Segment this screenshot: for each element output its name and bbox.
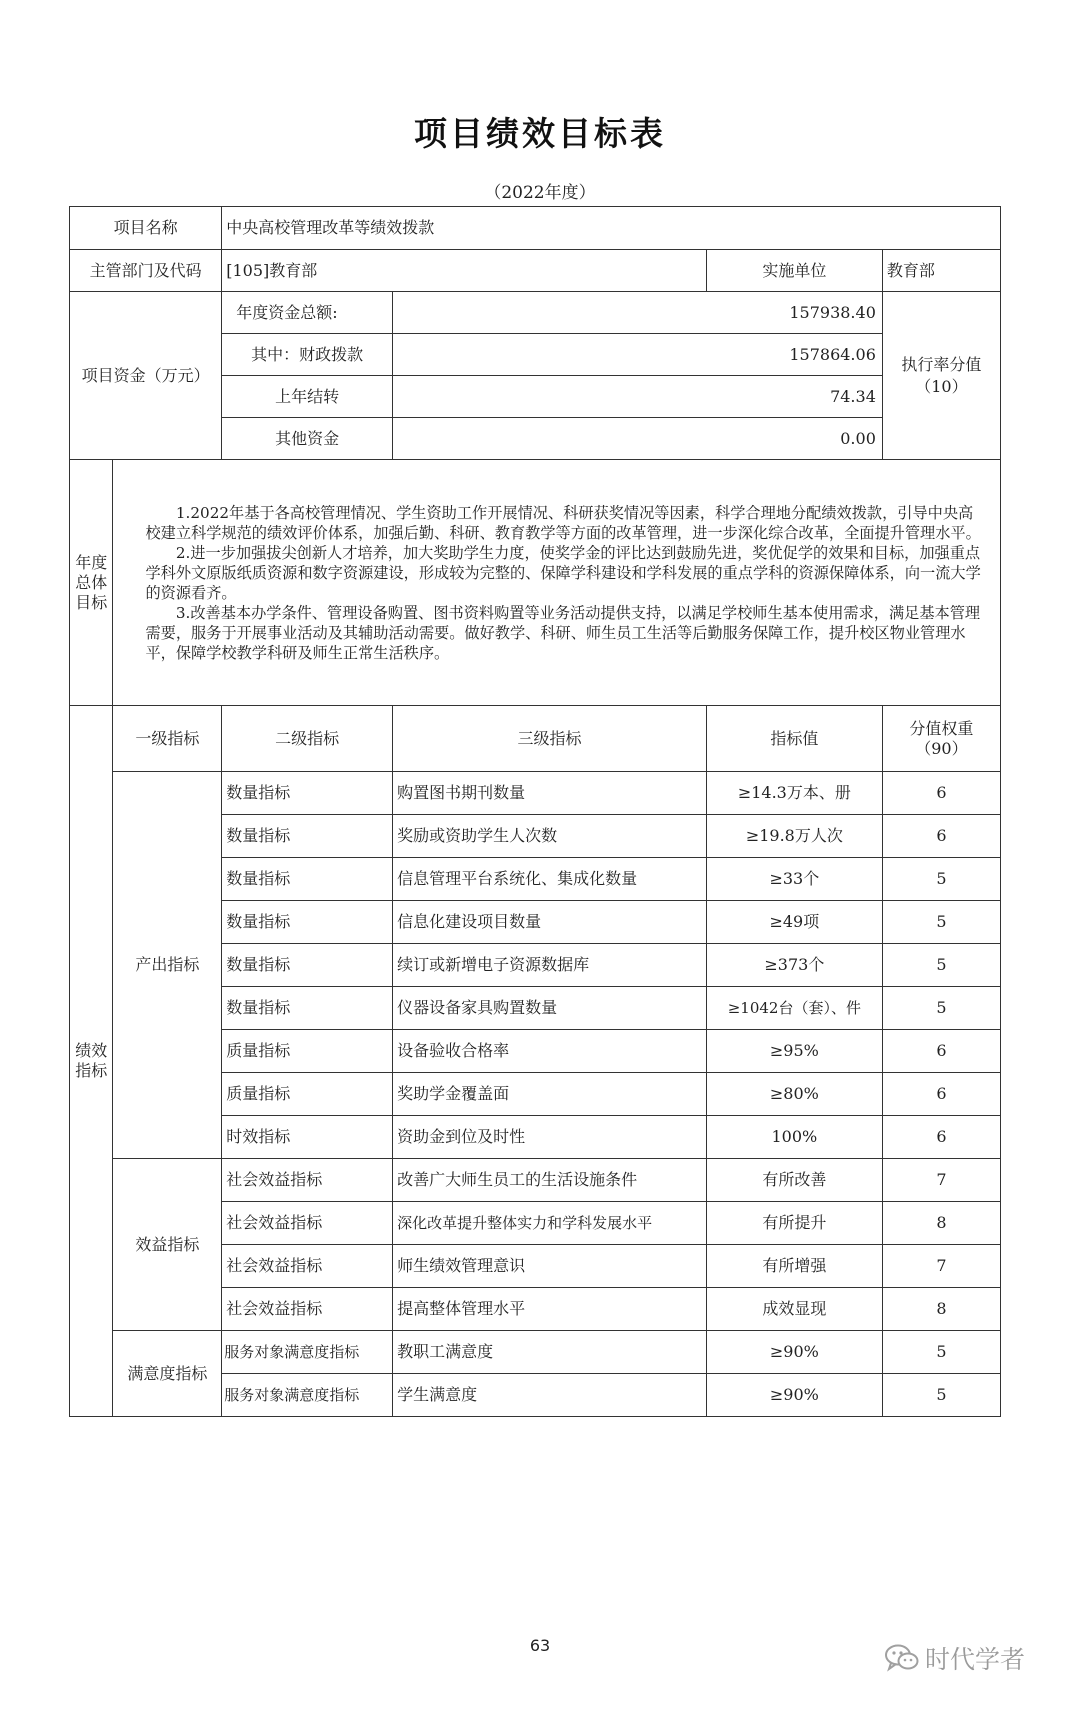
funds-other-value: 0.00	[393, 418, 883, 460]
level2-cell: 数量指标	[222, 772, 393, 815]
level1-output: 产出指标	[113, 772, 222, 1159]
value-cell: ≥14.3万本、册	[706, 772, 882, 815]
header-weight: 分值权重（90）	[882, 706, 1000, 772]
funds-label: 项目资金（万元）	[70, 292, 222, 460]
level3-cell: 续订或新增电子资源数据库	[393, 944, 707, 987]
weight-cell: 5	[882, 1374, 1000, 1417]
level3-cell: 提高整体管理水平	[393, 1288, 707, 1331]
funds-total-label: 年度资金总额:	[222, 292, 393, 334]
exec-rate-label: 执行率分值	[901, 354, 982, 374]
value-cell: ≥1042台（套）、件	[706, 987, 882, 1030]
level3-cell: 信息化建设项目数量	[393, 901, 707, 944]
exec-rate-value: （10）	[915, 376, 968, 396]
weight-cell: 5	[882, 858, 1000, 901]
value-cell: ≥373个	[706, 944, 882, 987]
header-level3: 三级指标	[393, 706, 707, 772]
level3-cell: 教职工满意度	[393, 1331, 707, 1374]
indicators-label: 绩效指标	[70, 706, 113, 1417]
level2-cell: 数量指标	[222, 815, 393, 858]
indicator-header-row	[70, 706, 1001, 772]
project-name-value: 中央高校管理改革等绩效拨款	[222, 207, 1001, 250]
exec-rate-cell	[882, 292, 1000, 460]
funds-total-row	[70, 292, 1001, 334]
level3-cell: 改善广大师生员工的生活设施条件	[393, 1159, 707, 1202]
level3-cell: 仪器设备家具购置数量	[393, 987, 707, 1030]
weight-cell: 5	[882, 901, 1000, 944]
performance-table	[69, 206, 1001, 1417]
weight-cell: 6	[882, 1030, 1000, 1073]
page-title: 项目绩效目标表	[414, 114, 666, 153]
level2-cell: 社会效益指标	[222, 1288, 393, 1331]
level2-cell: 社会效益指标	[222, 1245, 393, 1288]
weight-cell: 6	[882, 1116, 1000, 1159]
value-cell: 有所提升	[706, 1202, 882, 1245]
annual-goals-row	[70, 460, 1001, 706]
annual-goals-text	[113, 460, 1001, 706]
project-name-label: 项目名称	[70, 207, 222, 250]
funds-fiscal-value: 157864.06	[393, 334, 883, 376]
level3-cell: 信息管理平台系统化、集成化数量	[393, 858, 707, 901]
table-row	[70, 772, 1001, 815]
wechat-icon	[885, 1644, 919, 1672]
level2-cell: 时效指标	[222, 1116, 393, 1159]
table-row	[70, 1331, 1001, 1374]
header-level1: 一级指标	[113, 706, 222, 772]
level2-cell: 数量指标	[222, 944, 393, 987]
funds-total-value: 157938.40	[393, 292, 883, 334]
level3-cell: 奖励或资助学生人次数	[393, 815, 707, 858]
value-cell: ≥80%	[706, 1073, 882, 1116]
impl-unit-value: 教育部	[882, 250, 1000, 292]
table-row	[70, 1159, 1001, 1202]
level2-cell: 服务对象满意度指标	[222, 1331, 393, 1374]
page-subtitle: （2022年度）	[484, 183, 596, 203]
weight-cell: 6	[882, 815, 1000, 858]
watermark	[885, 1640, 1025, 1676]
weight-cell: 7	[882, 1245, 1000, 1288]
level1-benefit: 效益指标	[113, 1159, 222, 1331]
funds-other-label: 其他资金	[222, 418, 393, 460]
funds-carryover-label: 上年结转	[222, 376, 393, 418]
level2-cell: 社会效益指标	[222, 1159, 393, 1202]
department-row	[70, 250, 1001, 292]
value-cell: 有所增强	[706, 1245, 882, 1288]
level3-cell: 资助金到位及时性	[393, 1116, 707, 1159]
page-number: 63	[529, 1636, 551, 1655]
dept-value: [105]教育部	[222, 250, 707, 292]
weight-cell: 6	[882, 1073, 1000, 1116]
value-cell: ≥95%	[706, 1030, 882, 1073]
weight-cell: 5	[882, 987, 1000, 1030]
header-value: 指标值	[706, 706, 882, 772]
value-cell: ≥33个	[706, 858, 882, 901]
project-name-row	[70, 207, 1001, 250]
value-cell: ≥90%	[706, 1331, 882, 1374]
level3-cell: 深化改革提升整体实力和学科发展水平	[393, 1202, 707, 1245]
watermark-text: 时代学者	[925, 1645, 1026, 1674]
header-level2: 二级指标	[222, 706, 393, 772]
value-cell: 100%	[706, 1116, 882, 1159]
level2-cell: 数量指标	[222, 901, 393, 944]
value-cell: ≥90%	[706, 1374, 882, 1417]
value-cell: ≥49项	[706, 901, 882, 944]
level3-cell: 设备验收合格率	[393, 1030, 707, 1073]
level3-cell: 学生满意度	[393, 1374, 707, 1417]
level2-cell: 数量指标	[222, 858, 393, 901]
level2-cell: 数量指标	[222, 987, 393, 1030]
weight-cell: 5	[882, 944, 1000, 987]
value-cell: 有所改善	[706, 1159, 882, 1202]
level3-cell: 奖助学金覆盖面	[393, 1073, 707, 1116]
level2-cell: 社会效益指标	[222, 1202, 393, 1245]
annual-goals-label: 年度总体目标	[70, 460, 113, 706]
weight-cell: 6	[882, 772, 1000, 815]
dept-label: 主管部门及代码	[70, 250, 222, 292]
level2-cell: 质量指标	[222, 1030, 393, 1073]
funds-carryover-value: 74.34	[393, 376, 883, 418]
level3-cell: 购置图书期刊数量	[393, 772, 707, 815]
value-cell: 成效显现	[706, 1288, 882, 1331]
weight-cell: 7	[882, 1159, 1000, 1202]
value-cell: ≥19.8万人次	[706, 815, 882, 858]
weight-cell: 8	[882, 1202, 1000, 1245]
impl-unit-label: 实施单位	[706, 250, 882, 292]
goal-paragraph: 1.2022年基于各高校管理情况、学生资助工作开展情况、科研获奖情况等因素，科学合理地分配绩效拨款，引导中央高校建立科学规范的绩效评价体系，加强后勤、科研、教育教学等方面的改革管理，进一步深化综合改革，全面提升管理水平。	[145, 503, 981, 542]
level3-cell: 师生绩效管理意识	[393, 1245, 707, 1288]
level2-cell: 质量指标	[222, 1073, 393, 1116]
level1-satisfaction: 满意度指标	[113, 1331, 222, 1417]
goal-paragraph: 3.改善基本办学条件、管理设备购置、图书资料购置等业务活动提供支持，以满足学校师生基本使用需求，满足基本管理需要，服务于开展事业活动及其辅助活动需要。做好教学、科研、师生员工生活等后勤服务保障工作，提升校区物业管理水平，保障学校教学科研及师生正常生活秩序。	[145, 603, 981, 662]
level2-cell: 服务对象满意度指标	[222, 1374, 393, 1417]
weight-cell: 8	[882, 1288, 1000, 1331]
goal-paragraph: 2.进一步加强拔尖创新人才培养，加大奖助学生力度，使奖学金的评比达到鼓励先进，奖优促学的效果和目标，加强重点学科外文原版纸质资源和数字资源建设，形成较为完整的、保障学科建设和学科发展的重点学科的资源保障体系，向一流大学的资源看齐。	[145, 543, 981, 602]
funds-fiscal-label: 其中：财政拨款	[222, 334, 393, 376]
weight-cell: 5	[882, 1331, 1000, 1374]
